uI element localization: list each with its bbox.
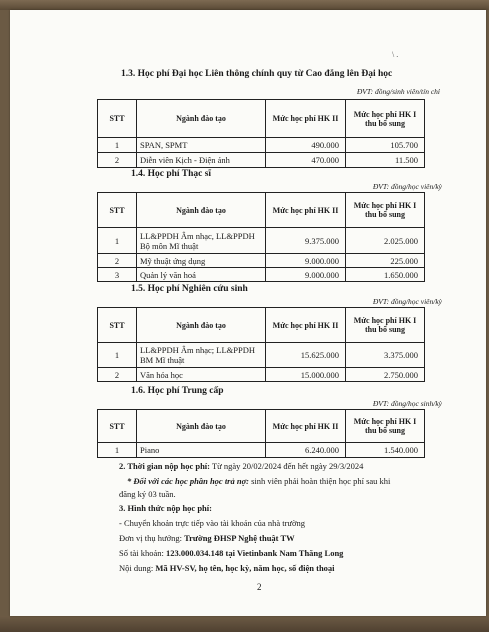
cell-major: Diễn viên Kịch - Điện ảnh xyxy=(137,153,266,168)
unit-label-1-5: ĐVT: đồng/học viên/kỳ xyxy=(372,297,442,306)
cell-fee: 490.000 xyxy=(266,138,346,153)
cell-major: LL&PPDH Âm nhạc; LL&PPDH BM Mĩ thuật xyxy=(137,343,266,368)
header-major: Ngành đào tạo xyxy=(137,100,266,138)
table-row xyxy=(98,368,425,382)
cell-extra: 2.750.000 xyxy=(346,368,425,382)
beneficiary-line xyxy=(119,533,295,543)
unit-label-1-6: ĐVT: đồng/học sinh/kỳ xyxy=(372,399,442,408)
fee-table-1-4 xyxy=(97,192,425,282)
table-row xyxy=(98,254,425,268)
header-stt: STT xyxy=(98,410,137,443)
retake-text: sinh viên phải hoàn thiện học phí sau khi xyxy=(248,476,391,486)
beneficiary-value: Trường ĐHSP Nghệ thuật TW xyxy=(184,533,295,543)
table-row xyxy=(98,138,425,153)
cell-stt: 1 xyxy=(98,343,137,368)
retake-label: * Đối với các học phần học trả nợ: xyxy=(127,476,249,486)
fee-table-1-3 xyxy=(97,99,425,168)
section-heading-1-5: 1.5. Học phí Nghiên cứu sinh xyxy=(131,284,248,294)
cell-stt: 3 xyxy=(98,268,137,282)
header-extra: Mức học phí HK I thu bổ sung xyxy=(346,193,425,228)
content-label: Nội dung: xyxy=(119,563,156,573)
transfer-line: - Chuyển khoản trực tiếp vào tài khoản của nhà trường xyxy=(119,518,306,528)
header-major: Ngành đào tạo xyxy=(137,193,266,228)
cell-major: LL&PPDH Âm nhạc, LL&PPDH Bộ môn Mĩ thuật xyxy=(137,228,266,254)
cell-stt: 2 xyxy=(98,153,137,168)
cell-fee: 15.625.000 xyxy=(266,343,346,368)
section-heading-1-3: 1.3. Học phí Đại học Liên thông chính quy từ Cao đẳng lên Đại học xyxy=(121,69,393,79)
cell-stt: 1 xyxy=(98,138,137,153)
payment-method-heading: 3. Hình thức nộp học phí: xyxy=(119,503,212,513)
fee-table-1-5 xyxy=(97,307,425,382)
header-extra: Mức học phí HK I thu bổ sung xyxy=(346,100,425,138)
cell-fee: 470.000 xyxy=(266,153,346,168)
header-major: Ngành đào tạo xyxy=(137,308,266,343)
cell-stt: 1 xyxy=(98,443,137,458)
fee-table-1-6 xyxy=(97,409,425,458)
account-value: 123.000.034.148 tại Vietinbank Nam Thăng Long xyxy=(165,548,344,558)
payment-time-label: 2. Thời gian nộp học phí: xyxy=(119,461,211,471)
table-row xyxy=(98,443,425,458)
cell-major: Văn hóa học xyxy=(137,368,266,382)
header-major: Ngành đào tạo xyxy=(137,410,266,443)
header-extra: Mức học phí HK I thu bổ sung xyxy=(346,308,425,343)
cell-stt: 2 xyxy=(98,368,137,382)
retake-line xyxy=(127,476,390,486)
header-stt: STT xyxy=(98,308,137,343)
header-fee: Mức học phí HK II xyxy=(266,410,346,443)
document-page xyxy=(10,10,486,616)
background-bottom xyxy=(0,616,489,632)
cell-major: Piano xyxy=(137,443,266,458)
table-row xyxy=(98,228,425,254)
cell-stt: 2 xyxy=(98,254,137,268)
cell-fee: 9.000.000 xyxy=(266,268,346,282)
cell-fee: 6.240.000 xyxy=(266,443,346,458)
cell-extra: 3.375.000 xyxy=(346,343,425,368)
unit-label-1-4: ĐVT: đồng/học viên/kỳ xyxy=(372,182,442,191)
cell-stt: 1 xyxy=(98,228,137,254)
table-row xyxy=(98,343,425,368)
corner-mark: \ . xyxy=(392,50,399,59)
content-value: Mã HV-SV, họ tên, học kỳ, năm học, số điện thoại xyxy=(155,563,335,573)
table-row xyxy=(98,153,425,168)
header-fee: Mức học phí HK II xyxy=(266,100,346,138)
payment-time-line xyxy=(119,461,363,471)
cell-extra: 2.025.000 xyxy=(346,228,425,254)
page-number: 2 xyxy=(257,582,262,592)
beneficiary-label: Đơn vị thụ hưởng: xyxy=(119,533,185,543)
header-stt: STT xyxy=(98,193,137,228)
header-fee: Mức học phí HK II xyxy=(266,308,346,343)
cell-major: SPAN, SPMT xyxy=(137,138,266,153)
background-top xyxy=(0,0,489,10)
content-line xyxy=(119,563,335,573)
header-stt: STT xyxy=(98,100,137,138)
payment-time-text: Từ ngày 20/02/2024 đến hết ngày 29/3/2024 xyxy=(210,461,364,471)
account-line xyxy=(119,548,343,558)
table-row xyxy=(98,268,425,282)
section-heading-1-4: 1.4. Học phí Thạc sĩ xyxy=(131,169,212,179)
cell-fee: 9.375.000 xyxy=(266,228,346,254)
cell-major: Mỹ thuật ứng dụng xyxy=(137,254,266,268)
header-extra: Mức học phí HK I thu bổ sung xyxy=(346,410,425,443)
cell-major: Quản lý văn hoá xyxy=(137,268,266,282)
retake-line-2: đăng ký 03 tuần. xyxy=(119,489,176,499)
cell-fee: 9.000.000 xyxy=(266,254,346,268)
cell-extra: 105.700 xyxy=(346,138,425,153)
unit-label-1-3: ĐVT: đồng/sinh viên/tín chỉ xyxy=(356,87,440,96)
header-fee: Mức học phí HK II xyxy=(266,193,346,228)
cell-extra: 1.540.000 xyxy=(346,443,425,458)
section-heading-1-6: 1.6. Học phí Trung cấp xyxy=(131,386,224,396)
cell-extra: 1.650.000 xyxy=(346,268,425,282)
cell-fee: 15.000.000 xyxy=(266,368,346,382)
account-label: Số tài khoản: xyxy=(119,548,166,558)
cell-extra: 225.000 xyxy=(346,254,425,268)
cell-extra: 11.500 xyxy=(346,153,425,168)
